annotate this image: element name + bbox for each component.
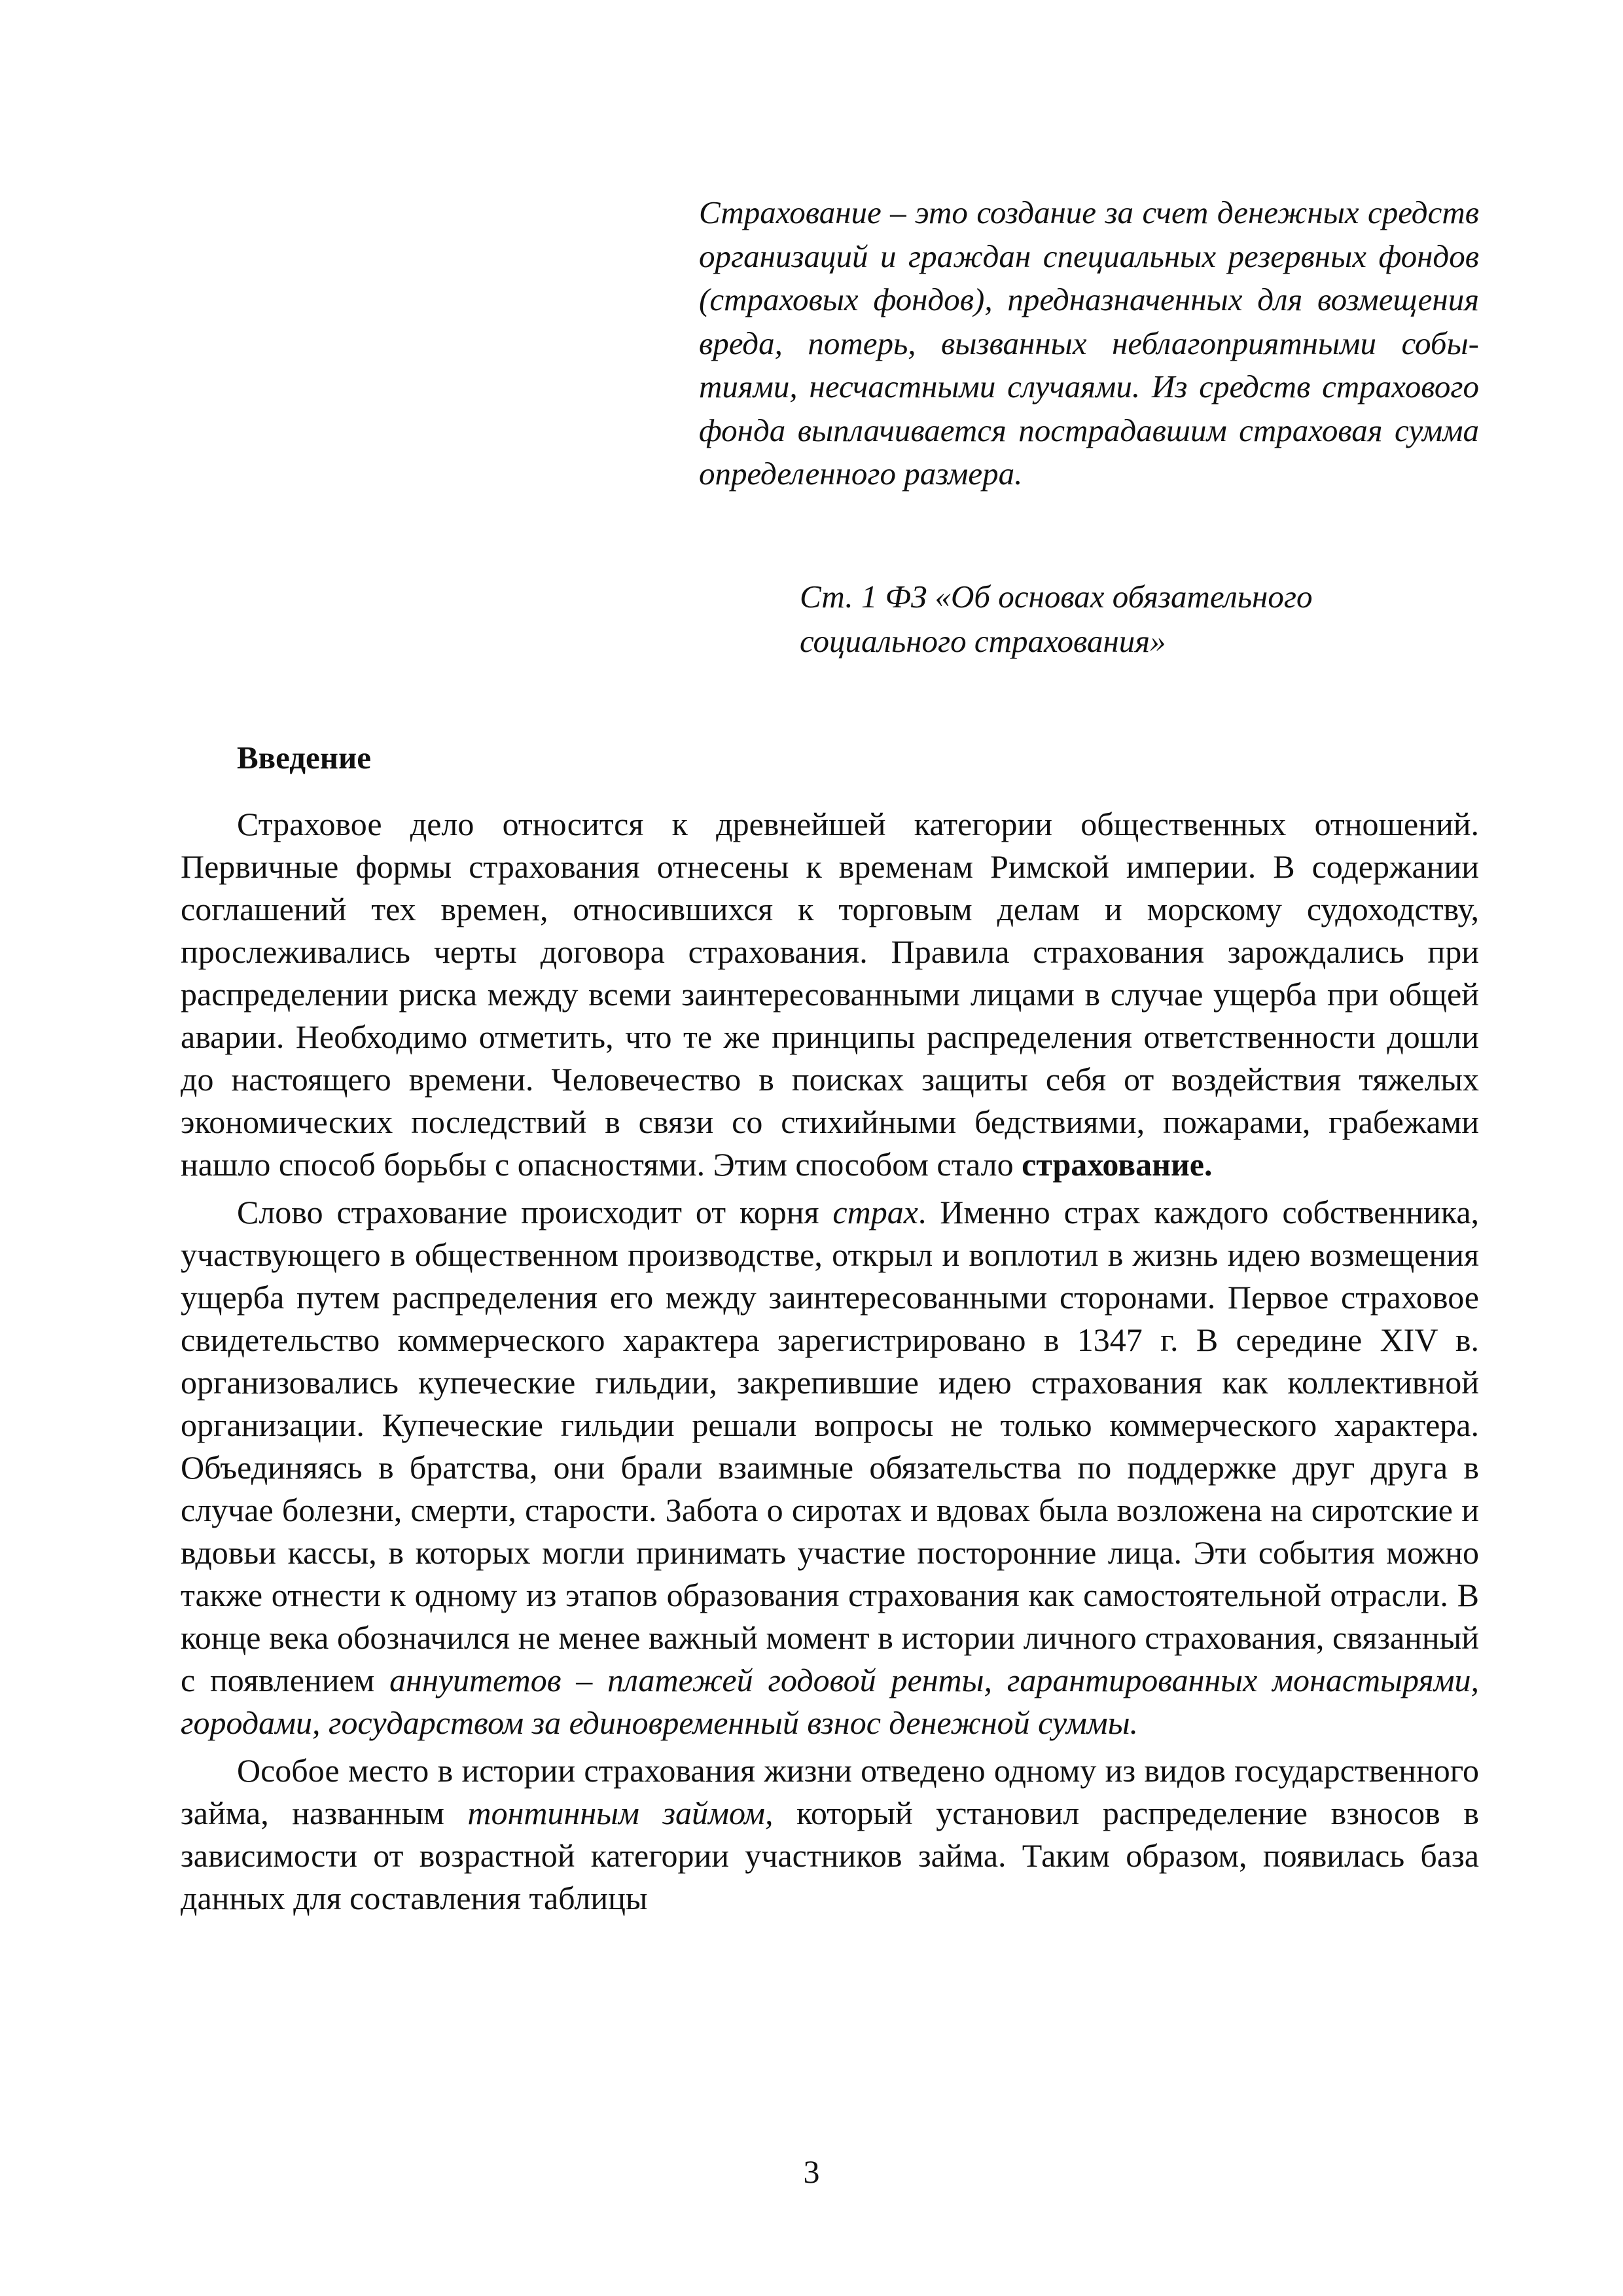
- paragraph-text: Страховое дело относится к древнейшей категории общественных отношений. Первичные формы страхования отнесены к временам Римской империи. В содержании соглашений тех времен, относившихся к торговым делам и морскому судоходству, прослеживались черты договора страхования. Правила страхования зарождались при распределении риска между всеми заинтересованными лицами в случае ущерба при общей аварии. Необходимо отметить, что те же принципы распределения ответственности дошли до настоящего времени. Человечество в поисках защиты себя от воздействия тяжелых экономических последствий в связи со стихийными бедствиями, пожарами, грабежами нашло способ борьбы с опасностями. Этим способом стало: [181, 806, 1479, 1183]
- epigraph-source-line: Ст. 1 ФЗ «Об основах обязательного: [800, 579, 1313, 615]
- italic-term: тонтинным займом,: [467, 1795, 774, 1831]
- epigraph-source-line: социального страхования»: [800, 623, 1166, 659]
- body-text: [181, 803, 1479, 1920]
- paragraph: [181, 1749, 1479, 1920]
- epigraph-source: [800, 575, 1480, 664]
- section-heading: Введение: [237, 740, 371, 776]
- italic-term: страх: [832, 1194, 918, 1230]
- paragraph: [181, 803, 1479, 1186]
- paragraph-text: который установил распределение взносов в зависимости от возрастной категории участников займа. Таким образом, появилась база данных для составления таблицы: [181, 1795, 1479, 1916]
- page-number: 3: [803, 2153, 820, 2190]
- paragraph-text: Слово страхование происходит от корня: [237, 1194, 833, 1230]
- paragraph-text: . Именно страх каждого собственника, участвующего в общественном производстве, открыл и воплотил в жизнь идею возмещения ущерба путем распределения его между заинтересованными сторонами. Первое страховое свидетельство коммерческого характера зарегистрировано в 1347 г. В середине XIV в. организовались купеческие гильдии, закрепившие идею страхования как коллективной организации. Купеческие гильдии решали вопросы не только коммерческого характера. Объединяясь в братства, они брали взаимные обязательства по поддержке друг друга в случае болезни, смерти, старости. Забота о сиротах и вдовах была возложена на сиротские и вдовьи кассы, в которых могли принимать участие посторонние лица. Эти события можно также отнести к одному из этапов образования страхования как самостоятельной отрасли. В конце века обозначился не менее важный момент в истории личного страхования, связанный с появлением: [181, 1194, 1480, 1698]
- italic-definition: аннуитетов – платежей годовой ренты, гарантированных монастырями, городами, государством за единовременный взнос денежной суммы.: [181, 1662, 1480, 1741]
- paragraph-text: Особое место в истории страхования жизни отведено одному из видов государственного займа, названным: [181, 1752, 1479, 1831]
- paragraph: [181, 1191, 1479, 1744]
- epigraph-quote: Страхование – это создание за счет денежных средств организаций и граждан специальных резервных фондов (страховых фондов), предназначенных для возмещения вреда, потерь, вызванных неблагоприятными событиями, несчастными случаями. Из средств страхового фонда выплачивается пострадавшим страховая сумма определенного размера.: [699, 194, 1479, 492]
- bold-term: страхование.: [1022, 1146, 1213, 1183]
